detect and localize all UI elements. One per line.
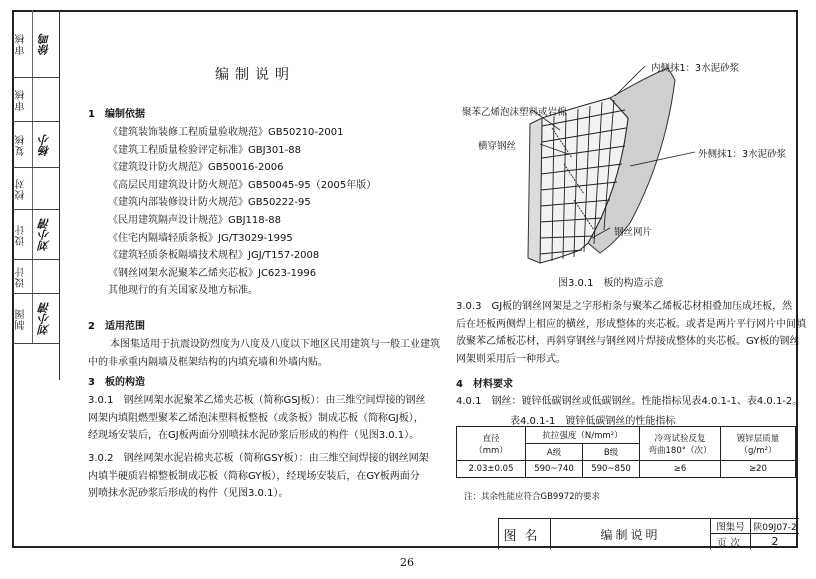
table-cell: ≥20 [721,461,796,478]
table-header-cell: A级 [526,444,583,461]
reference-item: 《高层民用建筑设计防火规范》GB50045-95（2005年版） [108,179,377,191]
callout-inner-mortar: 内侧抹1：3水泥砂浆 [651,63,740,74]
table-header-cell [457,427,526,461]
signature-label: 审核 [15,88,27,111]
text-line: 3.0.2 钢丝网架水泥岩棉夹芯板（简称GSY板）：由三维空间焊接的钢丝网架 [88,453,429,464]
clause-301 [88,392,426,445]
section-heading: 3 板的构造 [88,377,145,388]
signature-mark: 杨小 [38,133,51,156]
callout-outer-mortar: 外侧抹1：3水泥砂浆 [698,149,787,160]
reference-item: 《钢丝网架水泥聚苯乙烯夹芯板》JC623-1996 [108,267,317,279]
signature-row [12,210,59,260]
reference-list [108,124,376,300]
figure-caption: 图3.0.1 板的构造示意 [558,278,664,289]
performance-table [456,426,796,478]
header-text: 弯曲180°（次） [648,445,712,456]
signature-label: 设计 [15,265,27,288]
callout-mesh: 钢丝网片 [614,227,653,238]
text-line: 本图集适用于抗震设防烈度为八度及八度以下地区民用建筑与一般工业建筑 [110,339,440,350]
clause-401: 4.0.1 钢丝：镀锌低碳钢丝或低碳钢丝。性能指标见表4.0.1-1、表4.0.1-2。 [456,396,803,407]
signature-row [12,168,59,210]
header-text: （mm） [474,445,508,456]
signature-row [12,260,59,294]
reference-item: 《民用建筑隔声设计规范》GBJ118-88 [108,214,281,226]
signature-row [12,294,59,344]
page-number: 26 [400,556,414,569]
title-block [498,518,799,549]
inner-mortar-layer [528,118,542,263]
reference-item: 《建筑装饰装修工程质量验收规范》GB50210-2001 [108,127,344,138]
table-cell: ≥6 [640,461,721,478]
text-line: 放聚苯乙烯板芯材，再斜穿钢丝与钢丝网片焊接成整体的夹芯板。GY板的钢丝 [456,336,800,348]
signature-label: 校对 [15,177,27,200]
table-title: 表4.0.1-1 镀锌低碳钢丝的性能指标 [510,416,676,427]
clause-302 [88,450,429,503]
table-cell: 590~850 [583,461,640,478]
table-note: 注：其余性能应符合GB9972的要求 [464,492,601,502]
reference-item: 《住宅内隔墙轻质条板》JG/T3029-1995 [108,232,293,244]
signature-row [12,122,59,168]
text-line: 内填半硬质岩棉整板制成芯板（简称GY板），经现场安装后，在GY板两面分 [88,470,420,482]
header-text: 直径 [482,433,500,444]
table-header-cell [640,427,721,461]
signature-row [12,10,59,78]
atlas-no-label: 图集号 [711,519,751,534]
header-text: 镀锌层质量 [736,433,780,444]
signature-label: 复核 [15,133,27,156]
page-title: 编制说明 [215,67,295,83]
scope-paragraph [88,336,440,371]
text-line: 网架内填阻燃型聚苯乙烯泡沫塑料板整板（或条板）制成芯板（简称GJ板）， [88,412,424,424]
table-cell: 2.03±0.05 [457,461,526,478]
table-cell: 590~740 [526,461,583,478]
reference-item: 《建筑轻质条板隔墙技术规程》JGJ/T157-2008 [108,250,320,262]
text-line: 经现场安装后，在GJ板两面分别喷抹水泥砂浆后形成的构件（见图3.0.1）。 [88,430,420,442]
sheet-page-number: 2 [771,535,779,548]
signature-mark: 刘小清 [38,302,51,335]
reference-item: 《建筑工程质量检验评定标准》GBJ301-88 [108,144,301,156]
section-heading: 1 编制依据 [88,109,145,120]
signature-label: 设计 [15,223,27,246]
clause-303 [456,298,806,368]
table-header-cell: 抗拉强度（N/mm²） [526,427,640,444]
signature-strip [12,10,60,380]
text-line: 网架则采用后一种形式。 [456,353,566,365]
atlas-no: 陕09J07-2 [751,519,799,534]
signature-row [12,78,59,122]
signature-mark: 徐鸣 [38,32,51,55]
text-line: 中的非承重内隔墙及框架结构的内填充墙和外墙内贴。 [88,356,328,368]
text-line: 后在坯板两侧焊上相应的横丝，形成整体的夹芯板。或者是两片平行网片中间填 [456,318,806,330]
signature-mark: 刘小清 [38,218,51,251]
section-heading: 4 材料要求 [456,379,513,390]
reference-item: 《建筑内部装修设计防火规范》GB50222-95 [108,197,311,209]
callout-core: 聚苯乙烯泡沫塑料或岩棉 [462,107,567,118]
signature-label: 审核 [15,32,27,55]
header-text: 冷弯试验反复 [654,433,706,444]
text-line: 3.0.1 钢丝网架水泥聚苯乙烯夹芯板（简称GSJ板）：由三维空间焊接的钢丝 [88,395,426,406]
signature-label: 制图 [15,307,27,330]
page-label: 页次 [711,534,751,549]
header-text: （g/m²） [739,445,777,456]
drawing-name: 编制说明 [551,519,711,549]
reference-item: 《建筑设计防火规范》GB50016-2006 [108,162,284,174]
table-row [457,461,796,478]
table-header-row [457,427,796,444]
table-header-cell [721,427,796,461]
drawing-name-label: 图名 [499,519,551,549]
table-header-cell: B级 [583,444,640,461]
callout-diagonal-wire: 横穿钢丝 [478,141,517,152]
text-line: 别喷抹水泥砂浆后形成的构件（见图3.0.1）。 [88,488,289,500]
panel-construction-figure [470,58,790,273]
reference-item: 其他现行的有关国家及地方标准。 [108,285,258,297]
text-line: 3.0.3 GJ板的钢丝网架是之字形桁条与聚苯乙烯板芯材相叠加压成坯板，然 [456,301,793,312]
section-heading: 2 适用范围 [88,321,145,332]
